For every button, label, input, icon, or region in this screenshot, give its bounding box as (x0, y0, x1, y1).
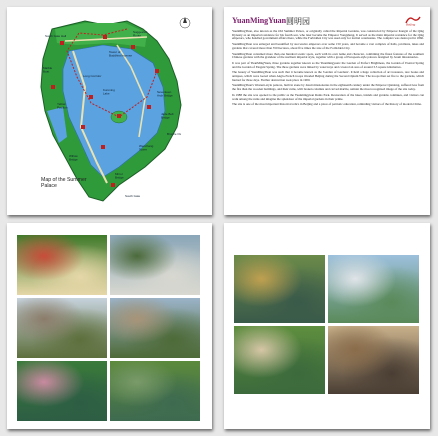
svg-text:Pavilion: Pavilion (57, 105, 68, 110)
article-body (232, 30, 424, 109)
svg-text:Jade Belt: Jade Belt (161, 112, 174, 116)
article-title: YuanMingYuan (232, 16, 287, 25)
svg-text:Mirror: Mirror (115, 172, 123, 176)
svg-text:Tower: Tower (139, 147, 148, 152)
article-paragraph: YuanMingYuan contained more than one hundred scenic spots, each with its own name and character, combining the finest features of the southern Chinese gardens with the grandeur of the northern imperial style, together with a group of European-style palaces designed by Jesuit missionaries. (232, 51, 424, 60)
pavilion-bridge-photo (328, 255, 419, 323)
article-paragraph: YuanMingYuan was enlarged and beautified by successive emperors over some 150 years, and became a vast complex of halls, pavilions, lakes and gardens that covered more than 350 hectares, about five times the size of the Forbidden City. (232, 42, 424, 50)
svg-text:Buddhist Incense: Buddhist Incense (109, 53, 133, 58)
photo-page-left (7, 223, 212, 429)
article-title-chinese: 圆明园 (286, 17, 310, 26)
svg-text:Lake: Lake (103, 91, 110, 96)
stone-column-photo (17, 298, 107, 358)
willow-lake-photo (110, 361, 200, 421)
svg-text:Long Corridor: Long Corridor (83, 74, 102, 78)
article (232, 15, 424, 211)
beijing-logo-icon (404, 15, 422, 26)
svg-text:Willow: Willow (69, 154, 78, 158)
svg-text:Tower of: Tower of (109, 50, 121, 54)
article-paragraph: It was part of YuanMingYuan, three gardens together known as the Yuanmingyuan: the Garden of Perfect Brightness, the Garden of Eternal Spring and the Garden of Elegant Spring. The three gardens were linked by waterways and covered an area of around 3.5 square kilometres. (232, 60, 424, 69)
svg-text:Yellow: Yellow (57, 102, 66, 106)
svg-text:Bridge: Bridge (115, 175, 124, 180)
svg-text:Arch Bridge: Arch Bridge (157, 93, 173, 98)
article-header (232, 15, 424, 29)
svg-text:South Gate: South Gate (125, 194, 141, 198)
map-title: Map of the Summer Palace (41, 177, 87, 189)
svg-text:Bridge: Bridge (69, 157, 78, 162)
svg-text:Bronze Ox: Bronze Ox (167, 132, 182, 136)
svg-text:Suggested: Suggested (133, 30, 148, 34)
sunset-boat-photo (328, 326, 419, 394)
svg-text:Bridge: Bridge (161, 115, 170, 120)
boats-on-lake-photo (234, 255, 325, 323)
article-paragraph: YuanMingYuan, also known as the Old Summer Palace, or originally called the Imperial Gardens, was constructed by Emperor Kangxi of the Qing Dynasty as an imperial residence for his fourth son, who later became the Emperor Yongzheng. It served as the main imperial residence for the Qing emperors, who handled government affairs there, while the Forbidden City was used only for formal ceremonies. The complex was destroyed in 1860. (232, 29, 424, 41)
svg-text:Beijing: Beijing (406, 22, 416, 26)
summer-palace-map (7, 7, 212, 215)
map-page (7, 7, 212, 215)
article-page (224, 7, 430, 215)
flower-pots-photo (17, 235, 107, 295)
stone-bridge-photo (110, 235, 200, 295)
ruins-arches-photo (110, 298, 200, 358)
svg-text:Kunming: Kunming (103, 88, 115, 92)
article-paragraph: The beauty of YuanMingYuan was such that it became known as the 'Garden of Gardens'. It held a huge collection of art treasures, rare books and antiques, which were looted when Anglo-French troops invaded Beijing during the Second Opium War. The troops then set fire to the gardens, which burned for three days. Further destruction took place in 1900. (232, 70, 424, 82)
photo-page-right (224, 223, 430, 429)
svg-text:Route: Route (133, 33, 142, 38)
article-paragraph: YuanMingYuan's Western-style palaces, built in stone by Jesuit missionaries in the eighteenth century under the Emperor Qianlong, suffered less from the fire than the wooden buildings, and their ruins, with broken columns and carved marble, remain the most recognised image of the site today. (232, 83, 424, 92)
svg-text:Marble: Marble (43, 66, 53, 70)
svg-text:South Gate Hall: South Gate Hall (45, 34, 67, 38)
garden-pavilion-photo (234, 326, 325, 394)
svg-text:Boat: Boat (43, 69, 50, 74)
article-paragraph: The site is one of the most important historical relics in Beijing and a place of patriotic education, reminding visitors of the history of modern China. (232, 102, 422, 107)
article-paragraph: In 1988 the site was opened to the public as the Yuanmingyuan Ruins Park. Restoration of the lakes, islands and gardens continues, and visitors can walk among the ruins and imagine the splendour of the imperial gardens in their prime. (232, 92, 424, 101)
svg-text:Wenchang: Wenchang (139, 144, 154, 148)
lotus-pond-photo (17, 361, 107, 421)
svg-text:Seventeen: Seventeen (157, 90, 172, 94)
